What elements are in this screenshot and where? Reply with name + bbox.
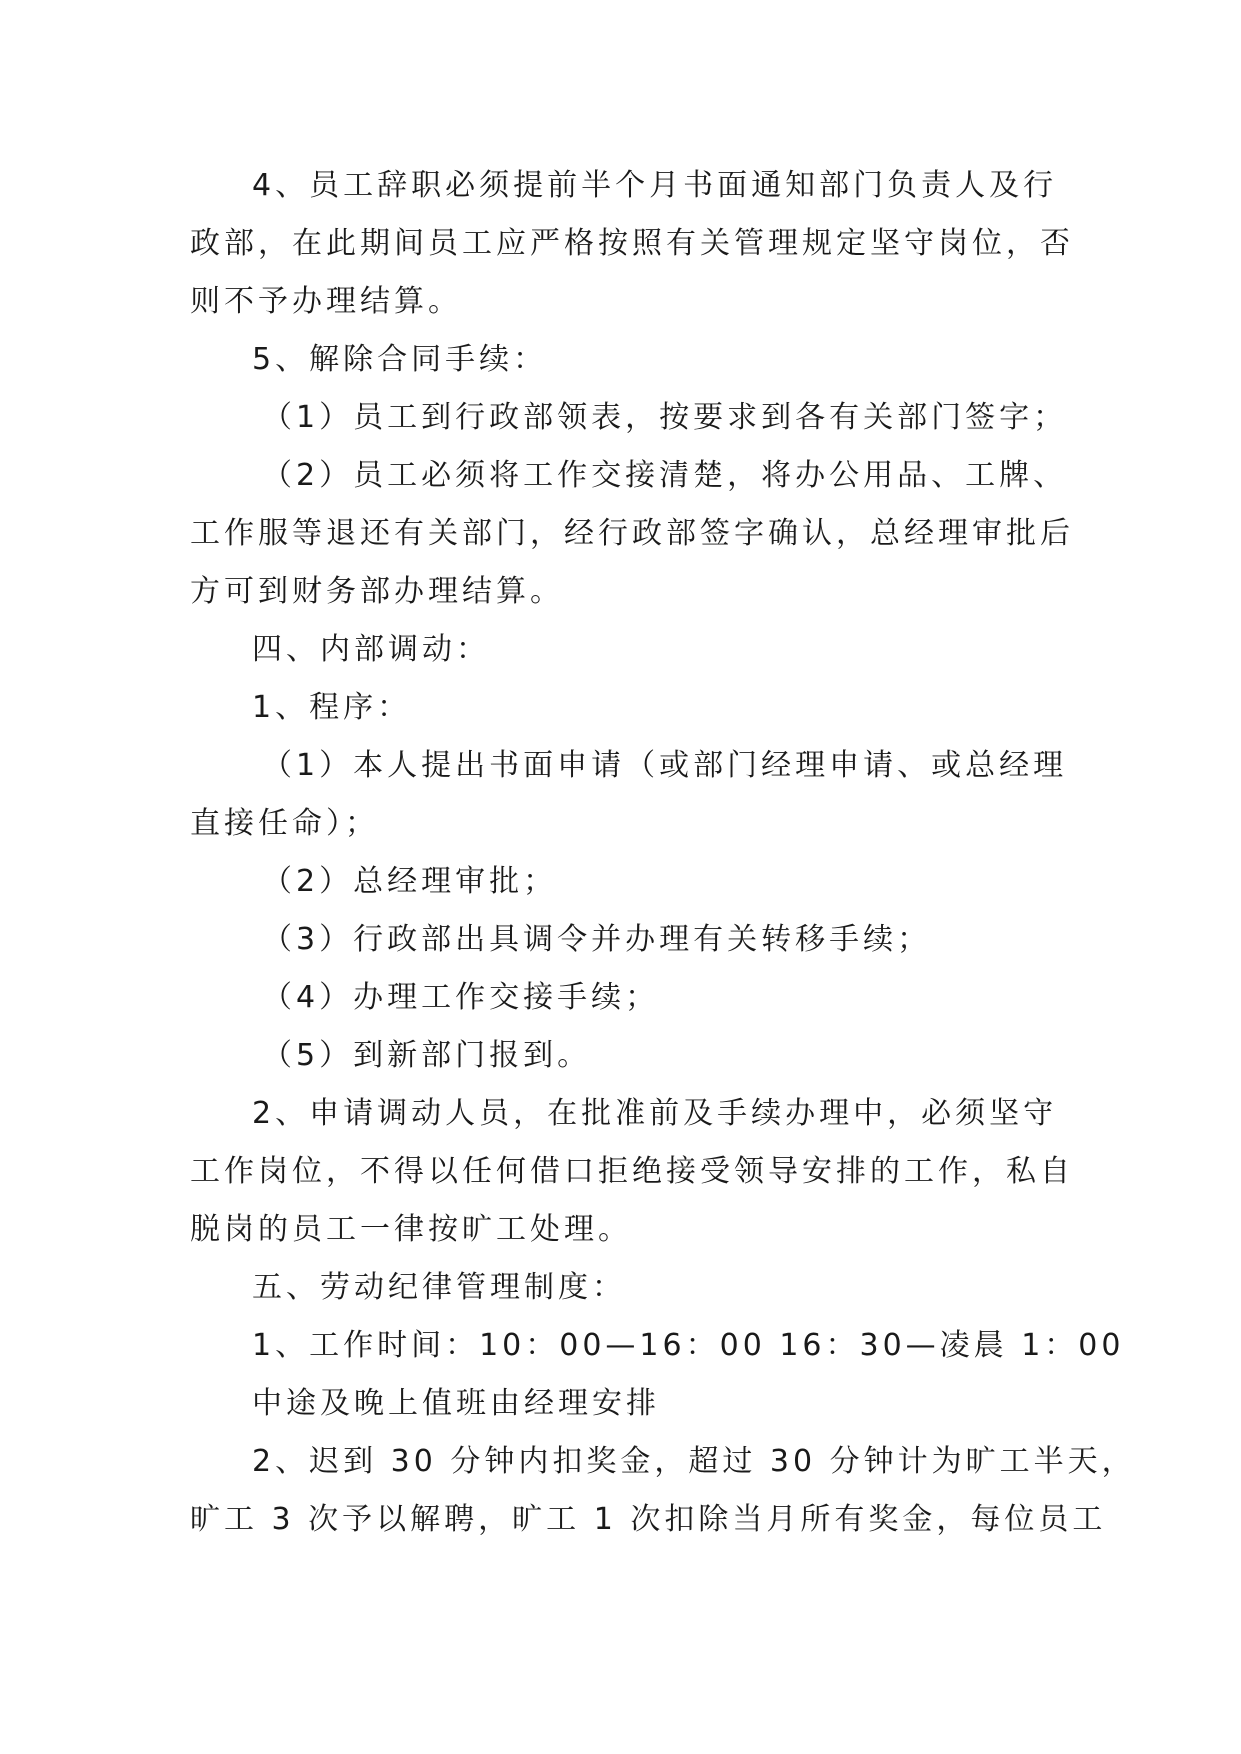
text-line: 工作服等退还有关部门，经行政部签字确认，总经理审批后 xyxy=(190,516,1074,551)
text-line: 五、劳动纪律管理制度： xyxy=(252,1270,626,1305)
text-line: 5、解除合同手续： xyxy=(252,342,548,377)
text-line: （4）办理工作交接手续； xyxy=(262,980,660,1015)
text-line: 工作岗位，不得以任何借口拒绝接受领导安排的工作，私自 xyxy=(190,1154,1074,1189)
text-line: 1、程序： xyxy=(252,690,412,725)
text-line: 直接任命）； xyxy=(190,806,379,841)
text-line: （5）到新部门报到。 xyxy=(262,1038,592,1073)
text-line: 2、迟到 30 分钟内扣奖金，超过 30 分钟计为旷工半天， xyxy=(252,1444,1136,1479)
text-line: 旷工 3 次予以解聘，旷工 1 次扣除当月所有奖金，每位员工 xyxy=(190,1502,1107,1537)
text-line: 中途及晚上值班由经理安排 xyxy=(252,1386,660,1421)
text-line: 四、内部调动： xyxy=(252,632,490,667)
text-line: 则不予办理结算。 xyxy=(190,284,462,319)
text-line: （2）总经理审批； xyxy=(262,864,558,899)
text-line: 1、工作时间：10：00—16：00 16：30—凌晨 1：00 xyxy=(252,1328,1125,1363)
text-line: （1）员工到行政部领表，按要求到各有关部门签字； xyxy=(262,400,1068,435)
text-line: 脱岗的员工一律按旷工处理。 xyxy=(190,1212,632,1247)
text-line: （1）本人提出书面申请（或部门经理申请、或总经理 xyxy=(262,748,1068,783)
text-line: 4、员工辞职必须提前半个月书面通知部门负责人及行 xyxy=(252,168,1058,203)
text-line: 2、申请调动人员，在批准前及手续办理中，必须坚守 xyxy=(252,1096,1058,1131)
text-line: 政部，在此期间员工应严格按照有关管理规定坚守岗位，否 xyxy=(190,226,1074,261)
text-line: （2）员工必须将工作交接清楚，将办公用品、工牌、 xyxy=(262,458,1068,493)
text-line: （3）行政部出具调令并办理有关转移手续； xyxy=(262,922,932,957)
text-line: 方可到财务部办理结算。 xyxy=(190,574,564,609)
